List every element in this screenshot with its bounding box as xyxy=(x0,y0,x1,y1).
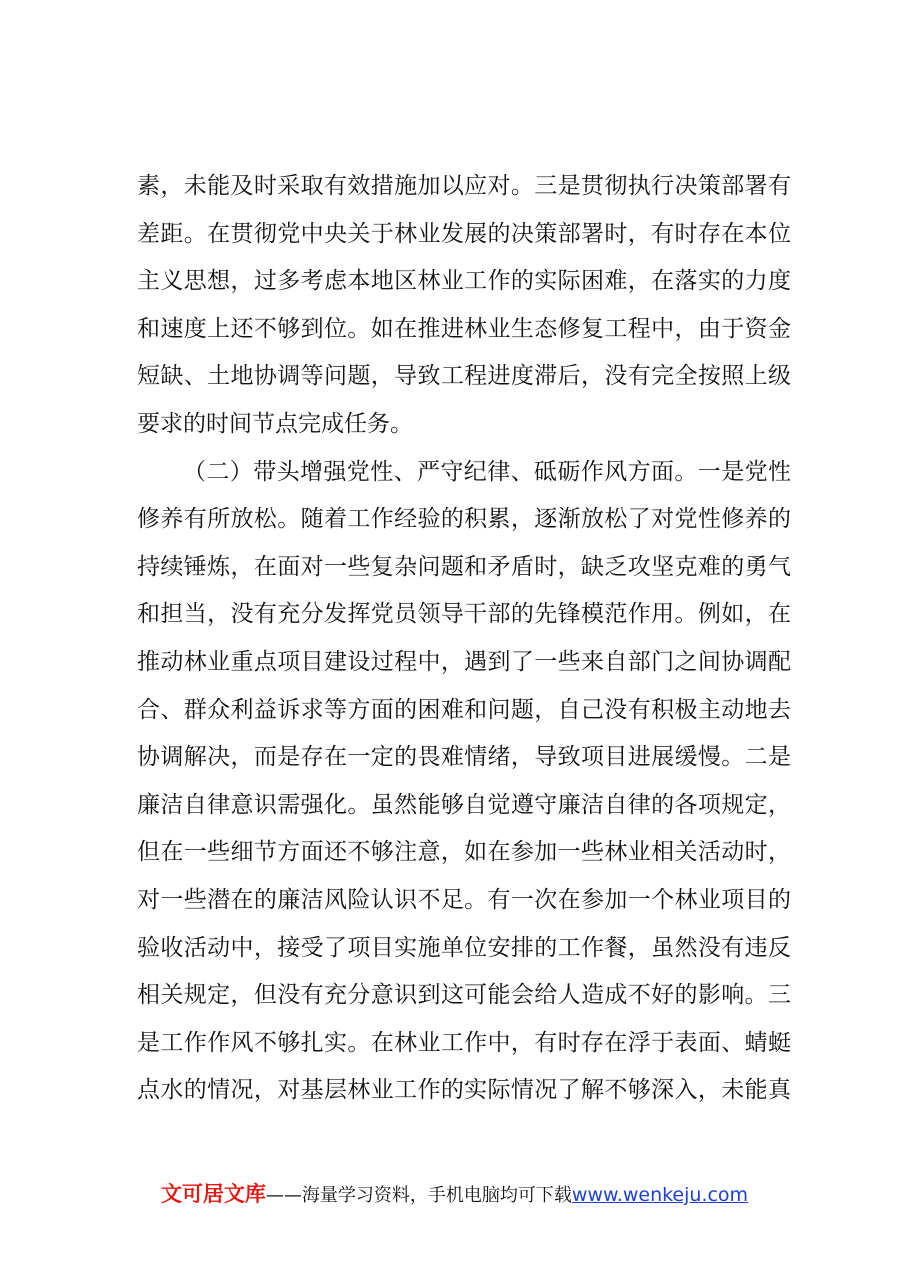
body-line: 点水的情况，对基层林业工作的实际情况了解不够深入，未能真 xyxy=(137,1077,791,1104)
body-line: 素，未能及时采取有效措施加以应对。三是贯彻执行决策部署有 xyxy=(137,173,791,199)
body-line: 修养有所放松。随着工作经验的积累，逐渐放松了对党性修养的 xyxy=(137,506,791,533)
section-heading-line: （二）带头增强党性、严守纪律、砥砺作风方面。一是党性 xyxy=(183,458,791,485)
footer-tagline: 海量学习资料，手机电脑均可下载 xyxy=(301,1185,572,1206)
body-line: 持续锤炼，在面对一些复杂问题和矛盾时，缺乏攻坚克难的勇气 xyxy=(137,553,791,580)
footer-dash: —— xyxy=(265,1185,302,1206)
body-line: 验收活动中，接受了项目实施单位安排的工作餐，虽然没有违反 xyxy=(137,934,791,961)
footer-url-link[interactable]: www.wenkeju.com xyxy=(571,1184,749,1206)
body-line: 相关规定，但没有充分意识到这可能会给人造成不好的影响。三 xyxy=(137,982,791,1009)
footer-brand: 文可居文库 xyxy=(160,1182,266,1206)
body-line: 对一些潜在的廉洁风险认识不足。有一次在参加一个林业项目的 xyxy=(137,886,791,913)
body-line: 主义思想，过多考虑本地区林业工作的实际困难，在落实的力度 xyxy=(137,268,791,295)
body-line: 但在一些细节方面还不够注意，如在参加一些林业相关活动时， xyxy=(137,839,791,866)
body-line: 协调解决，而是存在一定的畏难情绪，导致项目进展缓慢。二是 xyxy=(137,744,791,771)
body-line-paragraph-end: 要求的时间节点完成任务。 xyxy=(137,410,413,437)
body-line: 差距。在贯彻党中央关于林业发展的决策部署时，有时存在本位 xyxy=(137,220,791,247)
body-line: 是工作作风不够扎实。在林业工作中，有时存在浮于表面、蜻蜓 xyxy=(137,1029,791,1056)
body-line: 和担当，没有充分发挥党员领导干部的先锋模范作用。例如，在 xyxy=(137,601,791,628)
body-line: 推动林业重点项目建设过程中，遇到了一些来自部门之间协调配 xyxy=(137,648,791,675)
footer-banner xyxy=(0,1180,909,1210)
body-line: 和速度上还不够到位。如在推进林业生态修复工程中，由于资金 xyxy=(137,315,791,342)
body-line: 短缺、土地协调等问题，导致工程进度滞后，没有完全按照上级 xyxy=(137,363,791,390)
body-line: 廉洁自律意识需强化。虽然能够自觉遵守廉洁自律的各项规定， xyxy=(137,791,791,818)
body-line: 合、群众利益诉求等方面的困难和问题，自己没有积极主动地去 xyxy=(137,696,791,723)
document-body xyxy=(137,163,791,1115)
